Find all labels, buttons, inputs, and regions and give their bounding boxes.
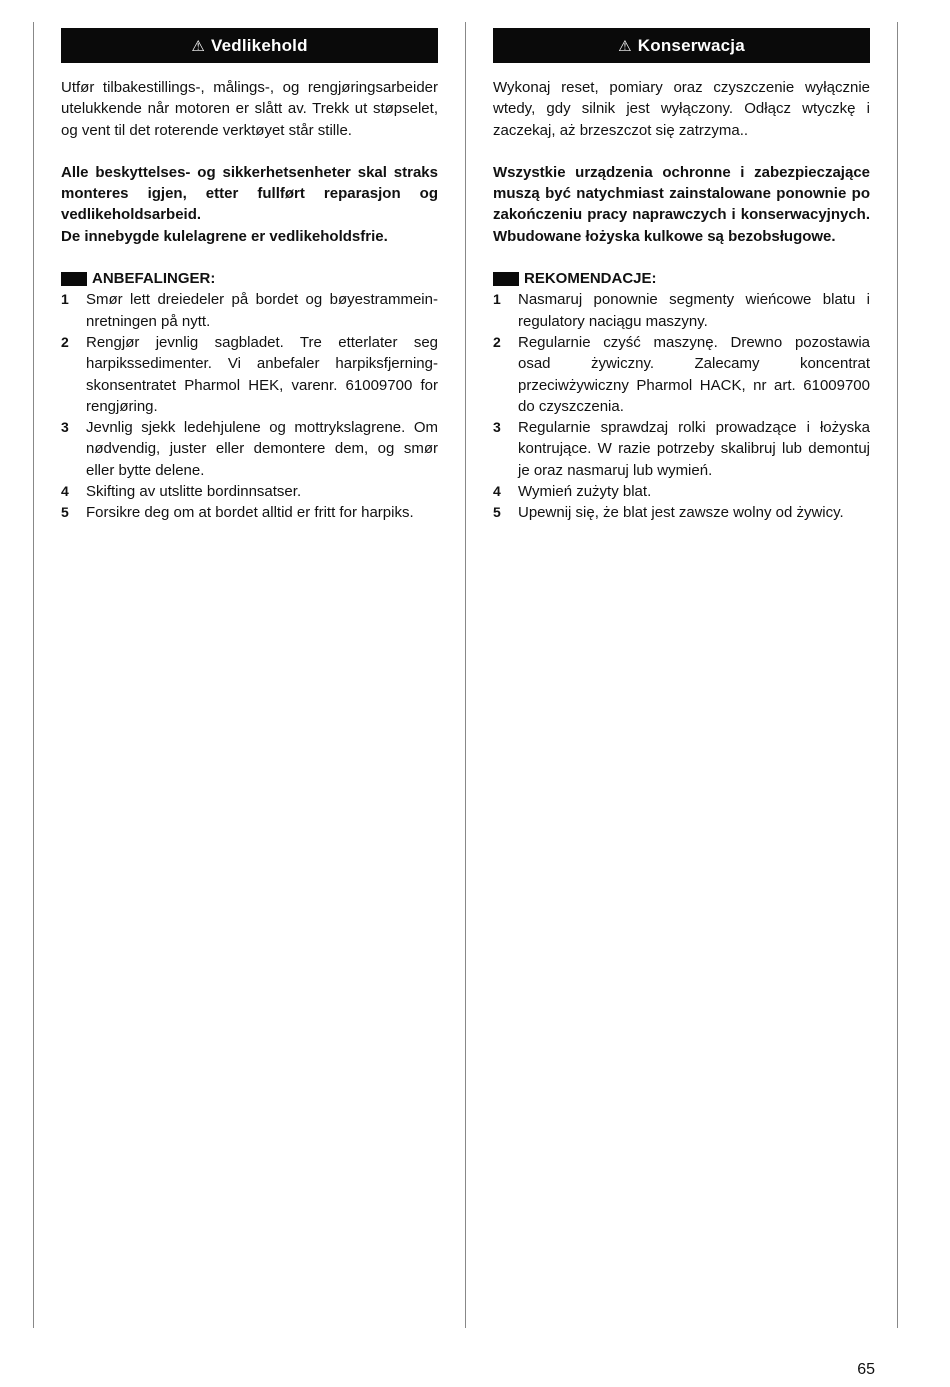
intro-paragraph: Utfør tilbakestillings-, målings-, og rengjøringsarbeider utelukkende når motoren er slått av. Trekk ut støpselet, og vent til det roterende verktøyet står stille. <box>61 79 438 139</box>
safety-paragraph: Wszystkie urządzenia ochronne i zabezpieczające muszą być natychmiast zainstalowane ponownie po zakończeniu pracy naprawczych i konserwacyjnych. Wbudowane łożyska kulkowe są bezobsługowe. <box>493 163 870 245</box>
item-text: Regularnie czyść maszynę. Drewno pozostawia osad żywiczny. Zalecamy koncentrat przeciwżywiczny Pharmol HACK, nr art. 61009700 do czyszczenia. <box>518 333 870 415</box>
item-number: 5 <box>493 504 501 521</box>
item-text: Smør lett dreiedeler på bordet og bøyestrammeinnretningen på nytt. <box>86 291 438 330</box>
item-text: Rengjør jevnlig sagbladet. Tre etterlater seg harpikssedimenter. Vi anbefaler harpiksfjerningskonsentratet Pharmol HEK, varenr. 61009700 for rengjøring. <box>86 333 438 415</box>
item-text: Wymień zużyty blat. <box>518 483 652 501</box>
item-number: 3 <box>493 419 501 436</box>
list-item <box>493 332 870 417</box>
item-text: Jevnlig sjekk ledehjulene og mottrykslagrene. Om nødvendig, juster eller demontere dem, og smør eller bytte delene. <box>86 419 438 479</box>
item-number: 1 <box>493 291 501 308</box>
list-item <box>61 289 438 332</box>
list-item <box>493 417 870 481</box>
item-text: Nasmaruj ponownie segmenty wieńcowe blatu i regulatory naciągu maszyny. <box>518 291 870 330</box>
item-text: Upewnij się, że blat jest zawsze wolny od żywicy. <box>518 504 844 522</box>
list-item <box>61 502 438 523</box>
list-item <box>61 481 438 502</box>
item-number: 4 <box>493 483 501 500</box>
section-header-konserwacja <box>493 28 870 63</box>
list-item <box>493 481 870 502</box>
recommendations-label: REKOMENDACJE: <box>524 270 657 288</box>
item-number: 2 <box>493 333 501 350</box>
warning-triangle-icon: ⚠ <box>191 37 205 55</box>
heading-marker <box>61 272 87 286</box>
item-text: Regularnie sprawdzaj rolki prowadzące i łożyska kontrujące. W razie potrzeby skalibruj lub demontuj je oraz nasmaruj lub wymień. <box>518 419 870 479</box>
item-text: Forsikre deg om at bordet alltid er fritt for harpiks. <box>86 504 414 522</box>
intro-paragraph: Wykonaj reset, pomiary oraz czyszczenie wyłącznie wtedy, gdy silnik jest wyłączony. Odłącz wtyczkę i zaczekaj, aż brzeszczot się zatrzyma.. <box>493 79 870 139</box>
recommendations-label: ANBEFALINGER: <box>92 270 216 288</box>
polish-column <box>493 28 870 524</box>
recommendations-list <box>493 289 870 523</box>
section-title: Vedlikehold <box>210 35 308 55</box>
section-title: Konserwacja <box>637 35 745 55</box>
bearings-note: De innebygde kulelagrene er vedlikeholdsfrie. <box>61 227 388 245</box>
right-margin-rule <box>897 22 898 1328</box>
safety-paragraph: Alle beskyttelses- og sikkerhetsenheter skal straks monteres igjen, etter fullført reparasjon og vedlikeholdsarbeid. <box>61 163 438 224</box>
item-number: 4 <box>61 483 69 500</box>
norwegian-column <box>61 28 438 524</box>
list-item <box>61 332 438 417</box>
item-text: Skifting av utslitte bordinnsatser. <box>86 483 302 501</box>
item-number: 2 <box>61 333 69 350</box>
recommendations-heading <box>493 268 870 289</box>
recommendations-list <box>61 289 438 523</box>
list-item <box>493 289 870 332</box>
section-header-vedlikehold <box>61 28 438 63</box>
warning-triangle-icon: ⚠ <box>618 37 632 55</box>
page-number: 65 <box>857 1361 875 1378</box>
item-number: 3 <box>61 419 69 436</box>
item-number: 1 <box>61 291 69 308</box>
recommendations-heading <box>61 268 438 289</box>
item-number: 5 <box>61 504 69 521</box>
heading-marker <box>493 272 519 286</box>
list-item <box>493 502 870 523</box>
left-margin-rule <box>33 22 34 1328</box>
center-column-rule <box>465 22 466 1328</box>
list-item <box>61 417 438 481</box>
